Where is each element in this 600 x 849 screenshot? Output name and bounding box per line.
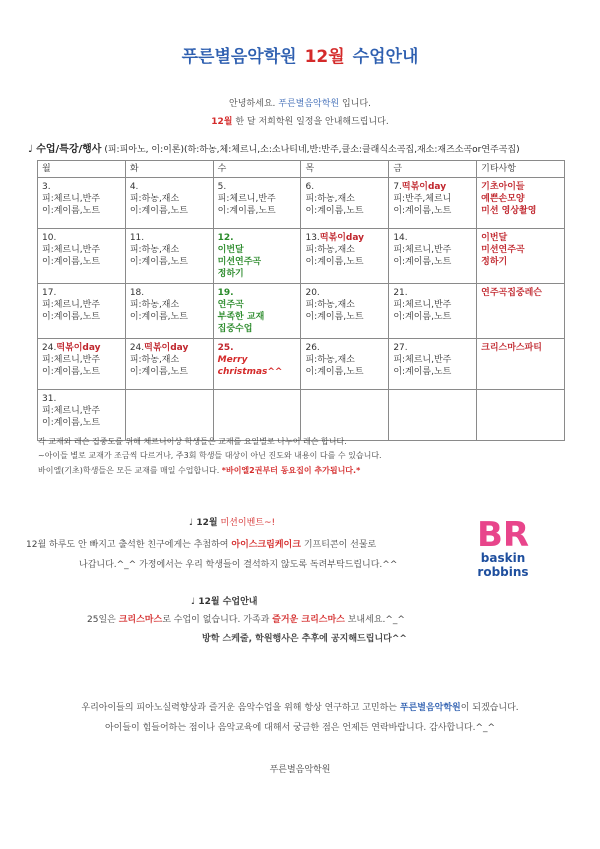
mission-line1-a: 12월 하루도 안 빠지고 출석한 친구에게는 추첨하여 <box>26 540 229 550</box>
calendar-cell-wed <box>213 229 301 284</box>
logo-mark: BR <box>476 515 530 555</box>
header-fri: 금 <box>389 161 477 178</box>
cell-special-event: 떡볶이day <box>144 343 189 353</box>
greeting-text: 한 달 저희학원 일정을 안내해드립니다. <box>235 117 389 127</box>
schedule-section-heading <box>28 140 520 155</box>
greeting-month: 12월 <box>211 117 233 127</box>
cell-day-number: 13. <box>305 233 320 243</box>
title-month: 12월 <box>304 47 345 67</box>
cell-remark-line: 연주곡집중레슨 <box>481 288 542 298</box>
cell-lesson-line: 이:계이름,노트 <box>393 312 452 322</box>
note-1 <box>38 436 347 447</box>
header-tue: 화 <box>125 161 213 178</box>
cell-day-line <box>305 232 384 244</box>
greeting-is: 입니다. <box>342 99 371 109</box>
cell-mission-line: 정하기 <box>217 269 244 279</box>
cell-christmas-line: Merry <box>217 355 248 365</box>
cell-day-number: 7. <box>393 182 402 192</box>
cell-day-number: 3. <box>42 182 51 192</box>
schedule-calendar <box>37 160 565 441</box>
mission-event-heading <box>189 515 275 528</box>
class-info-title: ♩ 12월 수업안내 <box>191 597 258 607</box>
cell-remark-line: 미션 영상촬영 <box>481 206 537 216</box>
calendar-cell-etc <box>477 229 565 284</box>
cell-day-number: 21. <box>393 288 408 298</box>
cell-mission-line: 이번달 <box>217 245 244 255</box>
cell-day-number: 6. <box>305 182 315 192</box>
cell-day-line <box>393 181 472 193</box>
cell-lesson-line: 피:체르니,반주 <box>42 300 101 310</box>
note-2-text: ~아이들 별로 교재가 조금씩 다르거나, 주3회 학생들 대상이 아닌 진도와 내용이 다를 수 있습니다. <box>38 451 382 460</box>
cell-special-event: 떡볶이day <box>401 182 447 192</box>
note-3-text: 바이엘(기초)학생들은 모든 교재를 매일 수업합니다. <box>38 466 220 475</box>
footer-line-2 <box>0 720 600 733</box>
note-3 <box>38 465 360 476</box>
cell-lesson-line: 이:계이름,노트 <box>305 206 364 216</box>
cell-remark-line: 예쁜손모양 <box>481 194 525 204</box>
cell-lesson-line: 피:하농,재소 <box>305 355 355 365</box>
calendar-cell-wed <box>213 339 301 390</box>
calendar-week-row <box>38 390 565 441</box>
calendar-cell-thu <box>301 284 389 339</box>
cell-day-number: 24. <box>129 343 145 353</box>
section-legend: (피:피아노, 이:이론)(하:하농,체:체르니,소:소나티네,반:반주,클소:클래식소곡집,재소:재즈소곡or연주곡집) <box>104 145 520 155</box>
title-academy: 푸른별음악학원 <box>181 47 297 67</box>
title-subject: 수업안내 <box>352 47 419 67</box>
baskin-robbins-logo <box>467 506 539 586</box>
calendar-cell-thu <box>301 390 389 441</box>
cell-day-line <box>305 342 384 354</box>
calendar-week-row <box>38 229 565 284</box>
calendar-cell-fri <box>389 229 477 284</box>
note-2 <box>38 450 382 461</box>
cell-day-line <box>130 232 209 244</box>
calendar-cell-wed <box>213 284 301 339</box>
cell-lesson-line: 이:계이름,노트 <box>305 257 364 267</box>
cell-christmas-line: 25. <box>217 343 234 353</box>
cell-special-event: 떡볶이day <box>319 233 365 243</box>
footer-line-1 <box>0 700 600 713</box>
header-etc: 기타사항 <box>477 161 565 178</box>
calendar-cell-thu <box>301 178 389 229</box>
cell-lesson-line: 이:계이름,노트 <box>129 312 188 322</box>
page-title <box>0 42 600 67</box>
calendar-cell-wed <box>213 178 301 229</box>
cell-remark-line: 크리스마스파티 <box>481 343 542 353</box>
cell-lesson-line: 피:하농,재소 <box>305 194 355 204</box>
cell-lesson-line: 피:체르니,반주 <box>42 194 101 204</box>
cell-lesson-line: 피:하농,재소 <box>129 194 180 204</box>
cell-lesson-line: 피:체르니,반주 <box>42 406 101 416</box>
cell-remark-line: 기초아이들 <box>481 182 525 192</box>
cell-lesson-line: 피:하농,재소 <box>129 245 180 255</box>
calendar-cell-etc <box>477 284 565 339</box>
cell-lesson-line: 이:계이름,노트 <box>42 367 101 377</box>
cell-day-line <box>42 181 121 193</box>
cell-lesson-line: 이:계이름,노트 <box>129 206 188 216</box>
cell-day-line <box>42 287 121 299</box>
footer-line1-a: 우리아이들의 피아노실력향상과 즐거운 음악수업을 위해 항상 연구하고 고민하는 <box>81 703 397 713</box>
cell-lesson-line: 피:체르니,반주 <box>393 355 452 365</box>
cell-lesson-line: 피:하농,재소 <box>305 300 355 310</box>
calendar-cell-mon <box>38 229 126 284</box>
class-info-line-1 <box>87 612 405 625</box>
logo-word-2: robbins <box>477 565 529 579</box>
calendar-week-row <box>38 178 565 229</box>
calendar-cell-fri <box>389 284 477 339</box>
cell-lesson-line: 이:계이름,노트 <box>42 206 101 216</box>
cell-mission-line: 미션연주곡 <box>217 257 262 267</box>
cell-lesson-line: 이:계이름,노트 <box>393 367 452 377</box>
calendar-cell-fri <box>389 178 477 229</box>
cell-lesson-line: 이:계이름,노트 <box>42 257 101 267</box>
cell-day-line <box>130 342 209 354</box>
cell-christmas-line: christmas^^ <box>217 367 283 377</box>
calendar-week-row <box>38 284 565 339</box>
cell-lesson-line: 이:계이름,노트 <box>393 206 452 216</box>
cell-lesson-line: 이:계이름,노트 <box>42 418 101 428</box>
cell-remark-line: 정하기 <box>481 257 508 267</box>
calendar-week-row <box>38 339 565 390</box>
cell-day-line <box>42 393 121 405</box>
cell-day-number: 17. <box>42 288 57 298</box>
cell-day-line <box>218 181 297 193</box>
cell-lesson-line: 이:계이름,노트 <box>129 257 188 267</box>
cell-day-line <box>393 232 472 244</box>
cell-lesson-line: 피:체르니,반주 <box>393 245 452 255</box>
cell-lesson-line: 이:계이름,노트 <box>217 206 276 216</box>
calendar-cell-thu <box>301 229 389 284</box>
cell-mission-line: 12. <box>217 233 234 243</box>
cell-day-number: 11. <box>129 233 145 243</box>
cell-lesson-line: 이:계이름,노트 <box>393 257 452 267</box>
cell-mission-line: 집중수업 <box>217 324 253 334</box>
calendar-cell-etc <box>477 390 565 441</box>
calendar-header-row <box>38 161 565 178</box>
cell-mission-line: 부족한 교재 <box>217 312 265 322</box>
cell-day-line <box>42 342 121 354</box>
mission-heading-month: ♩ 12월 <box>189 518 218 528</box>
calendar-cell-tue <box>125 339 213 390</box>
cell-day-line <box>393 287 472 299</box>
footer-academy: 푸른별음악학원 <box>399 703 461 713</box>
cell-lesson-line: 이:계이름,노트 <box>129 367 188 377</box>
greeting-hello: 안녕하세요. <box>229 99 276 109</box>
signature-text: 푸른별음악학원 <box>269 765 331 775</box>
cell-lesson-line: 이:계이름,노트 <box>42 312 101 322</box>
header-mon: 월 <box>38 161 126 178</box>
cell-lesson-line: 피:체르니,반주 <box>42 245 101 255</box>
footer-line1-c: 이 되겠습니다. <box>460 703 519 713</box>
cell-lesson-line: 피:하농,재소 <box>129 300 180 310</box>
cell-lesson-line: 피:반주,체르니 <box>393 194 452 204</box>
cell-remark-line: 미션연주곡 <box>481 245 525 255</box>
calendar-cell-tue <box>125 178 213 229</box>
class-info-line1-c: 로 수업이 없습니다. 가족과 <box>162 615 270 625</box>
cell-day-number: 20. <box>305 288 320 298</box>
class-info-line1-a: 25일은 <box>87 615 116 625</box>
note-3-highlight: *바이엘2권부터 동요집이 추가됩니다.* <box>221 466 361 475</box>
baskin-robbins-logo-graphic <box>467 506 539 586</box>
footer-line2-text: 아이들이 힘들어하는 점이나 음악교육에 대해서 궁금한 점은 언제든 연락바랍니다. 감사합니다.^_^ <box>104 723 496 733</box>
cell-lesson-line: 피:체르니,반주 <box>42 355 101 365</box>
class-info-line1-e: 보내세요.^_^ <box>347 615 405 625</box>
mission-line2-text: 나갑니다.^_^ 가정에서는 우리 학생들이 결석하지 않도록 독려부탁드립니다.^^ <box>79 560 398 570</box>
calendar-cell-mon <box>38 178 126 229</box>
logo-word-1: baskin <box>480 551 526 565</box>
class-info-line2-text: 방학 스케줄, 학원행사은 추후에 공지해드립니다^^ <box>202 634 407 644</box>
cell-day-line <box>130 287 209 299</box>
calendar-cell-etc <box>477 339 565 390</box>
cell-lesson-line: 이:계이름,노트 <box>305 367 364 377</box>
mission-event-line-2 <box>79 557 397 570</box>
cell-lesson-line: 피:체르니,반주 <box>217 194 276 204</box>
calendar-cell-mon <box>38 284 126 339</box>
class-info-line-2 <box>202 631 407 644</box>
cell-day-line <box>393 342 472 354</box>
calendar-cell-fri <box>389 390 477 441</box>
cell-mission-line: 연주곡 <box>217 300 244 310</box>
calendar-cell-tue <box>125 390 213 441</box>
cell-day-number: 4. <box>129 182 139 192</box>
cell-day-number: 14. <box>393 233 408 243</box>
cell-lesson-line: 피:하농,재소 <box>305 245 355 255</box>
greeting-line-1 <box>0 96 600 109</box>
header-thu: 목 <box>301 161 389 178</box>
class-info-christmas: 크리스마스 <box>118 615 163 625</box>
calendar-cell-thu <box>301 339 389 390</box>
calendar-cell-etc <box>477 178 565 229</box>
cell-day-number: 31. <box>42 394 57 404</box>
calendar-cell-wed <box>213 390 301 441</box>
cell-mission-line: 19. <box>217 288 234 298</box>
cell-day-number: 10. <box>42 233 57 243</box>
cell-special-event: 떡볶이day <box>56 343 101 353</box>
mission-line1-cake: 아이스크림케이크 <box>231 540 301 550</box>
class-info-heading <box>191 594 258 607</box>
mission-event-line-1 <box>26 537 376 550</box>
cell-lesson-line: 이:계이름,노트 <box>305 312 364 322</box>
greeting-line-2 <box>0 114 600 127</box>
note-1-text: 각 교재와 레슨 집중도를 위해 체르니이상 학생들은 교재를 요일별로 나누어 레슨 합니다. <box>38 437 347 446</box>
cell-remark-line: 이번달 <box>481 233 508 243</box>
header-wed: 수 <box>213 161 301 178</box>
cell-day-number: 18. <box>129 288 145 298</box>
footer-signature <box>0 762 600 775</box>
mission-heading-label: 미션이벤트~! <box>220 518 276 528</box>
cell-day-line <box>42 232 121 244</box>
calendar-cell-mon <box>38 339 126 390</box>
calendar-cell-tue <box>125 284 213 339</box>
class-info-merry: 즐거운 크리스마스 <box>272 615 345 625</box>
cell-lesson-line: 피:체르니,반주 <box>393 300 452 310</box>
cell-day-line <box>130 181 209 193</box>
cell-day-number: 5. <box>217 182 227 192</box>
cell-lesson-line: 피:하농,재소 <box>129 355 180 365</box>
cell-day-number: 27. <box>393 343 408 353</box>
cell-day-line <box>305 181 384 193</box>
cell-day-number: 24. <box>42 343 57 353</box>
mission-line1-c: 기프티콘이 선물로 <box>303 540 377 550</box>
section-title: ♩ 수업/특강/행사 <box>28 144 102 155</box>
calendar-cell-tue <box>125 229 213 284</box>
greeting-academy: 푸른별음악학원 <box>278 99 340 109</box>
cell-day-number: 26. <box>305 343 320 353</box>
cell-day-line <box>305 287 384 299</box>
calendar-cell-mon <box>38 390 126 441</box>
calendar-cell-fri <box>389 339 477 390</box>
